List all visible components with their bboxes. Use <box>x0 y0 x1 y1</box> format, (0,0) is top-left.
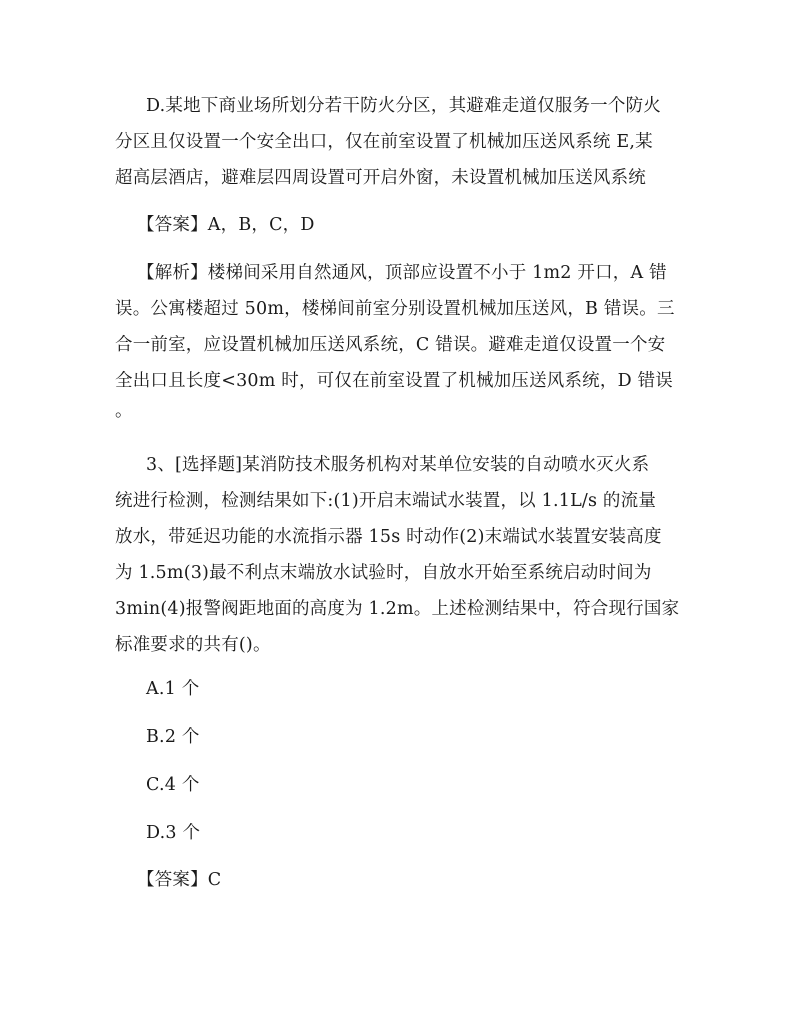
analysis-line-3: 合一前室，应设置机械加压送风系统，C 错误。避难走道仅设置一个安 <box>115 335 666 355</box>
option-c: C.4 个 <box>146 775 200 795</box>
question3-line-1: 3、[选择题]某消防技术服务机构对某单位安装的自动喷水灭火系 <box>146 455 650 475</box>
option-d-line-3: 超高层酒店，避难层四周设置可开启外窗，未设置机械加压送风系统 <box>115 168 646 188</box>
answer-prev: 【答案】A，B，C，D <box>137 215 315 235</box>
option-d: D.3 个 <box>146 823 201 843</box>
option-d-line-1: D.某地下商业场所划分若干防火分区，其避难走道仅服务一个防火 <box>146 96 661 116</box>
option-d-line-2: 分区且仅设置一个安全出口，仅在前室设置了机械加压送风系统 E,某 <box>115 132 653 152</box>
question3-line-3: 放水，带延迟功能的水流指示器 15s 时动作(2)末端试水装置安装高度 <box>115 527 662 547</box>
answer: 【答案】C <box>137 870 222 890</box>
option-b: B.2 个 <box>146 727 200 747</box>
question3-line-6: 标准要求的共有()。 <box>115 635 271 655</box>
analysis-line-4: 全出口且长度<30m 时，可仅在前室设置了机械加压送风系统，D 错误 <box>115 371 673 391</box>
analysis-line-5: 。 <box>115 401 133 421</box>
question3-line-5: 3min(4)报警阀距地面的高度为 1.2m。上述检测结果中，符合现行国家 <box>115 599 680 619</box>
analysis-line-2: 误。公寓楼超过 50m，楼梯间前室分别设置机械加压送风，B 错误。三 <box>115 299 675 319</box>
option-a: A.1 个 <box>146 679 200 699</box>
analysis-line-1: 【解析】楼梯间采用自然通风，顶部应设置不小于 1m2 开口，A 错 <box>137 263 667 283</box>
question3-line-2: 统进行检测，检测结果如下:(1)开启末端试水装置，以 1.1L/s 的流量 <box>115 491 657 511</box>
question3-line-4: 为 1.5m(3)最不利点末端放水试验时，自放水开始至系统启动时间为 <box>115 563 652 583</box>
